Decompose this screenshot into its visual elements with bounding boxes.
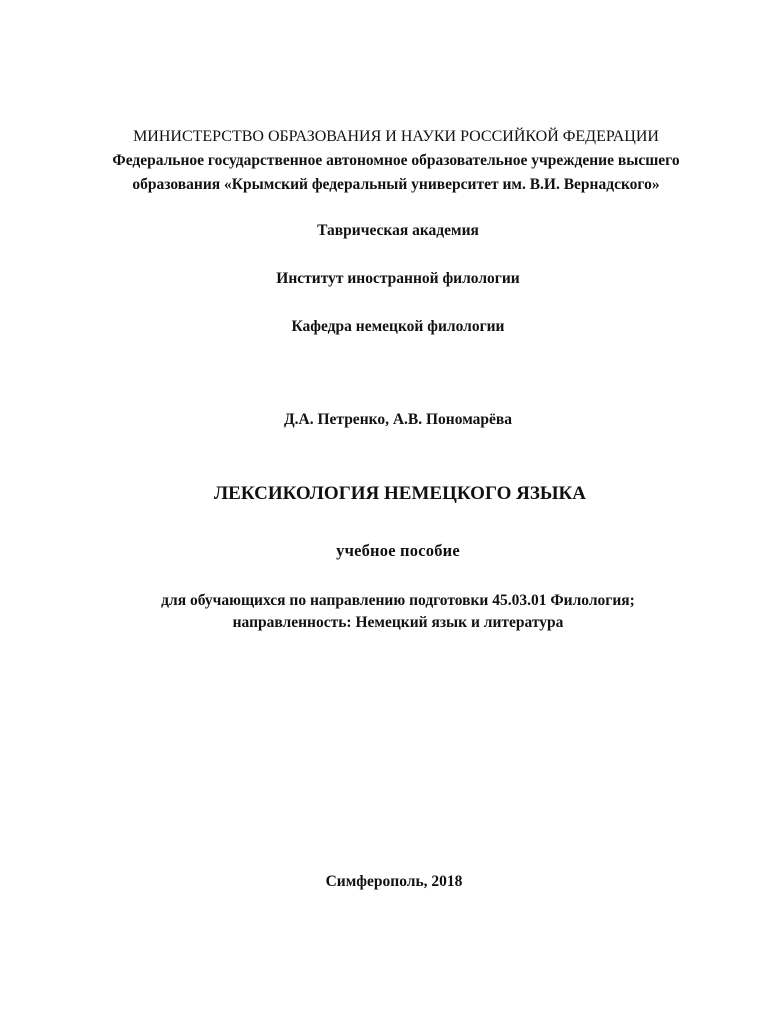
audience-line-2: направленность: Немецкий язык и литература <box>232 614 564 631</box>
document-title: ЛЕКСИКОЛОГИЯ НЕМЕЦКОГО ЯЗЫКА <box>213 483 586 504</box>
department-name: Кафедра немецкой филологии <box>291 318 505 335</box>
document-subtitle: учебное пособие <box>336 541 460 560</box>
authors: Д.А. Петренко, А.В. Пономарёва <box>283 411 513 428</box>
institution-name-line-2: образования «Крымский федеральный университет им. В.И. Вернадского» <box>132 176 660 193</box>
ministry-name: МИНИСТЕРСТВО ОБРАЗОВАНИЯ И НАУКИ РОССИЙКОЙ ФЕДЕРАЦИИ <box>133 128 659 145</box>
institute-name: Институт иностранной филологии <box>276 270 520 287</box>
place-and-year: Симферополь, 2018 <box>325 873 463 890</box>
institution-name-line-1: Федеральное государственное автономное образовательное учреждение высшего <box>112 152 680 169</box>
audience-line-1: для обучающихся по направлению подготовки 45.03.01 Филология; <box>161 592 635 609</box>
academy-name: Таврическая академия <box>317 222 479 239</box>
